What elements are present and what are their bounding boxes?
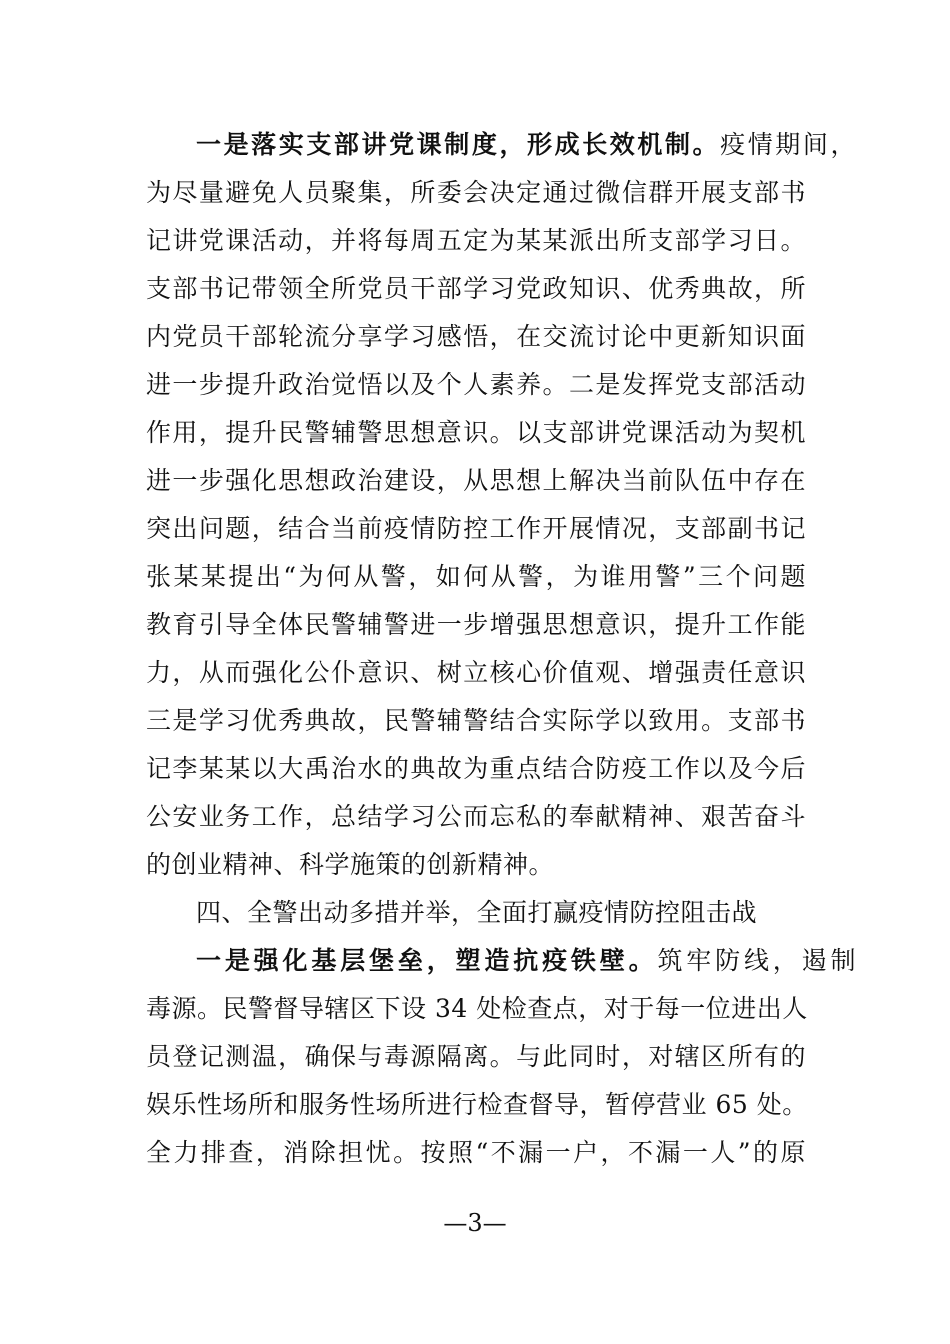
paragraph-line-16: 的创业精神、科学施策的创新精神。 <box>146 850 555 879</box>
line-text-1: 疫情期间， <box>720 130 856 159</box>
line-text-18: 筑牢防线，遏制 <box>657 946 856 975</box>
page-number: —3— <box>443 1209 507 1237</box>
paragraph-line-21: 娱乐性场所和服务性场所进行检查督导，暂停营业 65 处。 <box>146 1090 808 1119</box>
paragraph-line-9: 突出问题，结合当前疫情防控工作开展情况，支部副书记 <box>146 514 806 543</box>
paragraph-line-13: 三是学习优秀典故，民警辅警结合实际学以致用。支部书 <box>146 706 806 735</box>
paragraph-line-2: 为尽量避免人员聚集，所委会决定通过微信群开展支部书 <box>146 178 806 207</box>
paragraph-line-19: 毒源。民警督导辖区下设 34 处检查点，对于每一位进出人 <box>146 994 808 1023</box>
bold-heading-1: 一是落实支部讲党课制度，形成长效机制。 <box>196 130 721 159</box>
paragraph-line-12: 力，从而强化公仆意识、树立核心价值观、增强责任意识 <box>146 658 806 687</box>
paragraph-line-5: 内党员干部轮流分享学习感悟，在交流讨论中更新知识面 <box>146 322 806 351</box>
paragraph-line-1 <box>196 121 856 169</box>
paragraph-line-22: 全力排查，消除担忧。按照“不漏一户，不漏一人”的原 <box>146 1138 806 1167</box>
paragraph-line-14: 记李某某以大禹治水的典故为重点结合防疫工作以及今后 <box>146 754 806 783</box>
paragraph-line-4: 支部书记带领全所党员干部学习党政知识、优秀典故，所 <box>146 274 806 303</box>
paragraph-line-6: 进一步提升政治觉悟以及个人素养。二是发挥党支部活动 <box>146 370 806 399</box>
paragraph-line-15: 公安业务工作，总结学习公而忘私的奉献精神、艰苦奋斗 <box>146 802 806 831</box>
bold-heading-2: 一是强化基层堡垒，塑造抗疫铁壁。 <box>196 946 658 975</box>
paragraph-line-3: 记讲党课活动，并将每周五定为某某派出所支部学习日。 <box>146 226 806 255</box>
section-heading: 四、全警出动多措并举，全面打赢疫情防控阻击战 <box>196 898 758 927</box>
paragraph-line-7: 作用，提升民警辅警思想意识。以支部讲党课活动为契机 <box>146 418 806 447</box>
paragraph-line-10: 张某某提出“为何从警，如何从警，为谁用警”三个问题 <box>146 562 806 591</box>
paragraph-line-18 <box>196 937 856 985</box>
paragraph-line-11: 教育引导全体民警辅警进一步增强思想意识，提升工作能 <box>146 610 806 639</box>
paragraph-line-20: 员登记测温，确保与毒源隔离。与此同时，对辖区所有的 <box>146 1042 806 1071</box>
paragraph-line-8: 进一步强化思想政治建设，从思想上解决当前队伍中存在 <box>146 466 806 495</box>
